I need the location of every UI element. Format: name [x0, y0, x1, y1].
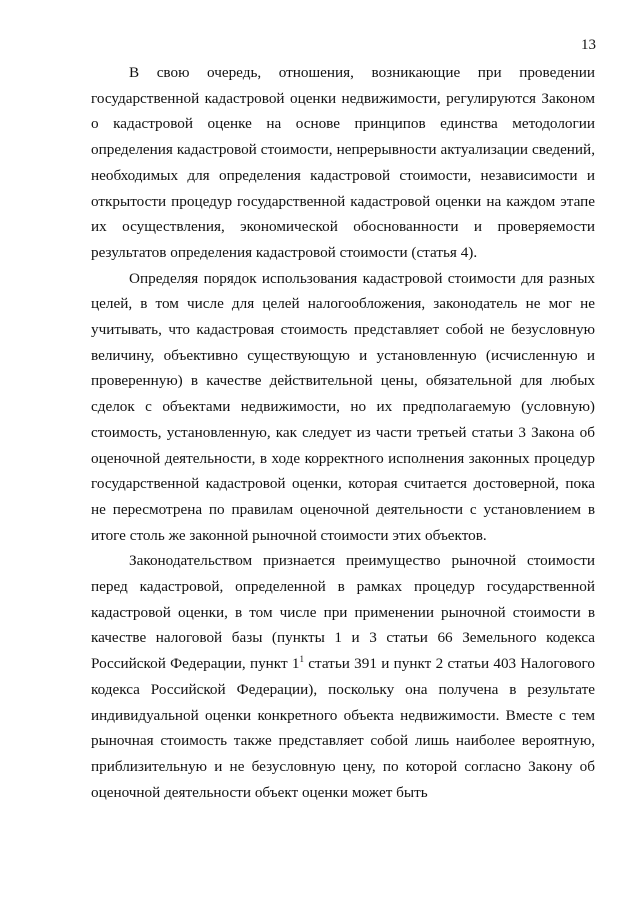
paragraph-2: Определяя порядок использования кадастровой стоимости для разных целей, в том числе для целей налогообложения, законодатель не мог не учитывать, что кадастровая стоимость представляет собой не безусловную величину, объективно существующую и установленную (исчисленную и проверенную) в качестве действительной цены, обязательной для любых сделок с объектами недвижимости, но их предполагаемую (условную) стоимость, установленную, как следует из части третьей статьи 3 Закона об оценочной деятельности, в ходе корректного исполнения законных процедур государственной кадастровой оценки, которая считается достоверной, пока не пересмотрена по правилам оценочной деятельности с установлением в итоге столь же законной рыночной стоимости этих объектов. [91, 269, 595, 544]
paragraph-3 [91, 548, 595, 805]
page-number: 13 [581, 37, 596, 53]
paragraph-1: В свою очередь, отношения, возникающие при проведении государственной кадастровой оценки недвижимости, регулируются Законом о кадастровой оценке на основе принципов единства методологии определения кадастровой стоимости, непрерывности актуализации сведений, необходимых для определения кадастровой стоимости, независимости и открытости процедур государственной кадастровой оценки на каждом этапе их осуществления, экономической обоснованности и проверяемости результатов определения кадастровой стоимости (статья 4). [91, 64, 595, 261]
paragraph-3-part-1: Законодательством признается преимущество рыночной стоимости перед кадастровой, определенной в рамках процедур государственной кадастровой оценки, в том числе при применении рыночной стоимости в качестве налоговой базы (пункты 1 и 3 статьи 66 Земельного кодекса Российской Федерации, пункт 1 [91, 552, 595, 673]
paragraph-3-part-2: статьи 391 и пункт 2 статьи 403 Налогового кодекса Российской Федерации), поскольку она получена в результате индивидуальной оценки конкретного объекта недвижимости. Вместе с тем рыночная стоимость также представляет собой лишь наиболее вероятную, приблизительную и не безусловную цену, по которой согласно Закону об оценочной деятельности объект оценки может быть [91, 655, 595, 801]
superscript-index: 1 [299, 654, 304, 665]
document-body [91, 60, 595, 805]
